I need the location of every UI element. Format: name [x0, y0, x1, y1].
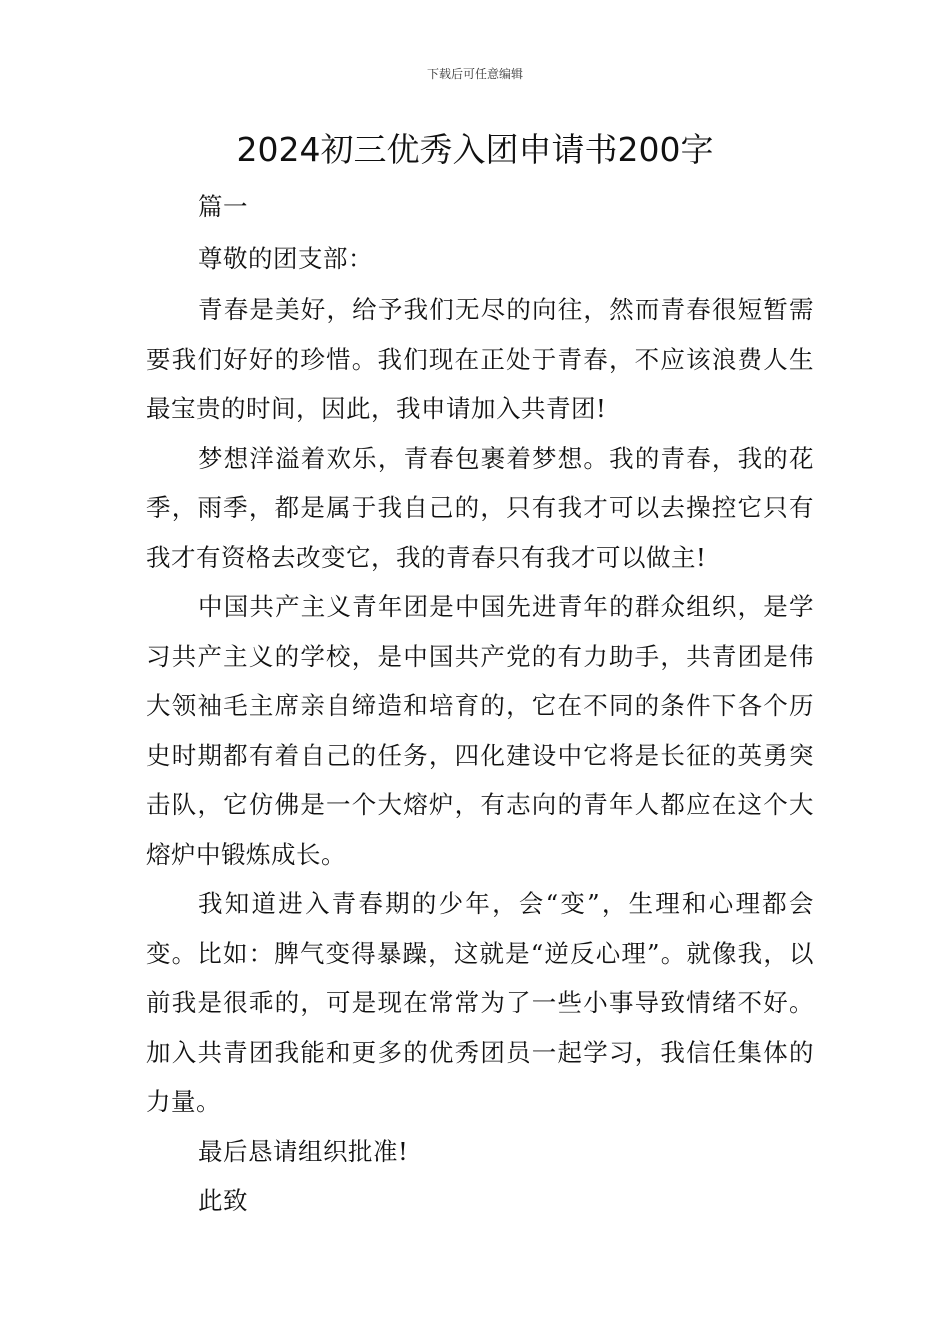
document-body — [146, 150, 814, 1226]
document-title: 2024初三优秀入团申请书200字 — [236, 130, 714, 169]
salutation: 尊敬的团支部： — [198, 243, 373, 273]
section-label: 篇一 — [198, 192, 248, 221]
header-note: 下载后可任意编辑 — [426, 67, 523, 81]
closing: 此致 — [198, 1186, 248, 1215]
paragraph-4: 我知道进入青春期的少年，会“变”，生理和心理都会变。比如：脾气变得暴躁，这就是“逆反心理”。就像我，以前我是很乖的，可是现在常常为了一些小事导致情绪不好。加入共青团我能和更多的优秀团员一起学习，我信任集体的力量。 — [146, 889, 814, 1116]
paragraph-3: 中国共产主义青年团是中国先进青年的群众组织，是学习共产主义的学校，是中国共产党的有力助手，共青团是伟大领袖毛主席亲自缔造和培育的，它在不同的条件下各个历史时期都有着自己的任务，四化建设中它将是长征的英勇突击队，它仿佛是一个大熔炉，有志向的青年人都应在这个大熔炉中锻炼成长。 — [146, 592, 814, 869]
closing-request: 最后恳请组织批准! — [198, 1136, 409, 1166]
paragraph-2: 梦想洋溢着欢乐，青春包裹着梦想。我的青春，我的花季，雨季，都是属于我自己的，只有我才可以去操控它只有我才有资格去改变它，我的青春只有我才可以做主! — [146, 443, 814, 572]
paragraph-1: 青春是美好，给予我们无尽的向往，然而青春很短暂需要我们好好的珍惜。我们现在正处于青春，不应该浪费人生最宝贵的时间，因此，我申请加入共青团! — [146, 295, 814, 423]
